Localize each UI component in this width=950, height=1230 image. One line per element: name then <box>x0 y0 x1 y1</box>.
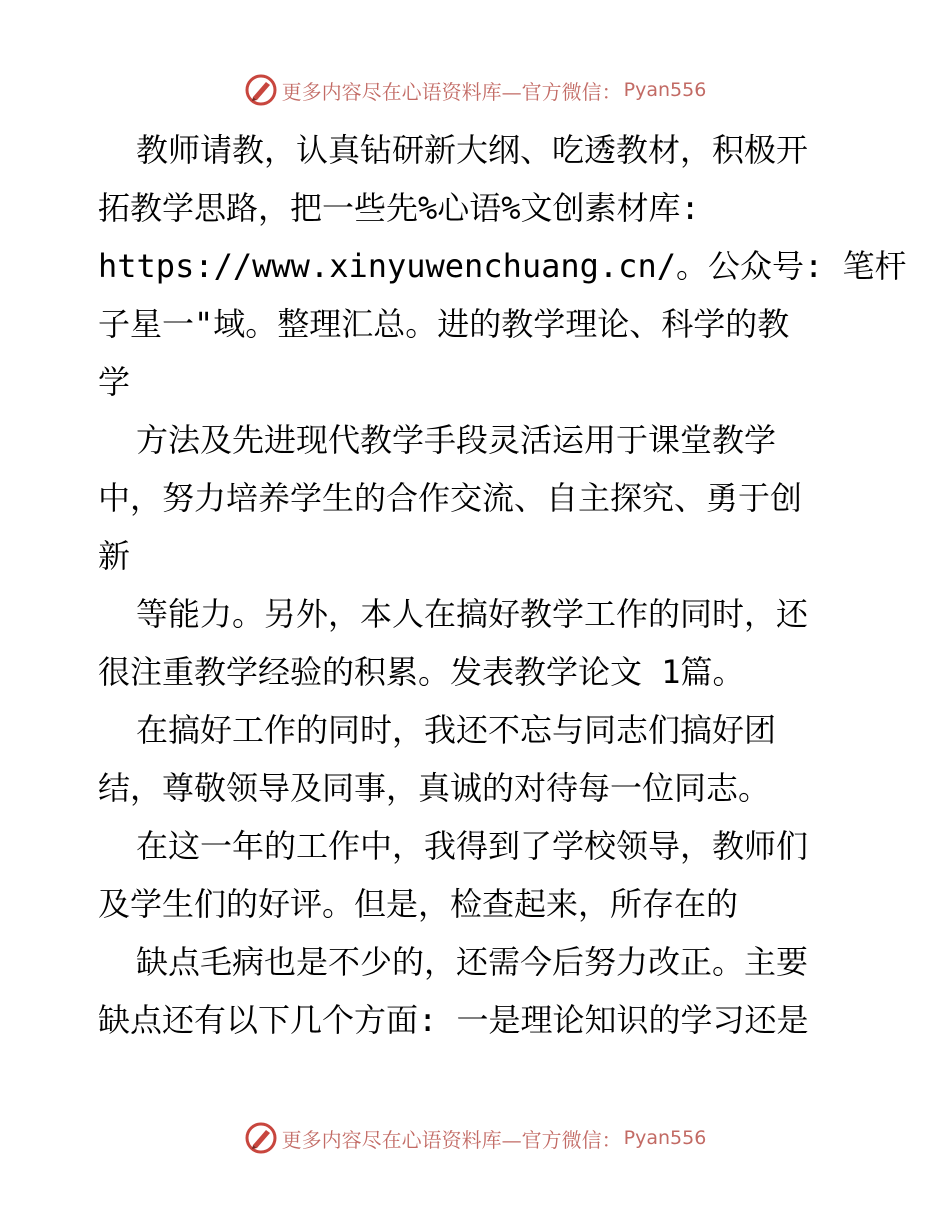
body-line: 方法及先进现代教学手段灵活运用于课堂教学 <box>136 421 777 459</box>
header-banner-handle: Pyan556 <box>623 79 707 101</box>
body-line: 在这一年的工作中，我得到了学校领导，教师们 <box>136 827 809 865</box>
body-line: 缺点还有以下几个方面: 一是理论知识的学习还是 <box>98 1001 809 1039</box>
header-watermark-banner <box>0 70 950 110</box>
footer-watermark-banner <box>0 1118 950 1158</box>
header-banner-text: 更多内容尽在心语资料库—官方微信： <box>281 79 622 104</box>
body-line: 教师请教，认真钻研新大纲、吃透教材，积极开 <box>136 131 809 169</box>
body-line: 新 <box>98 537 131 575</box>
body-line: 等能力。另外，本人在搞好教学工作的同时，还 <box>136 595 809 633</box>
document-body <box>98 121 907 1049</box>
body-line: 缺点毛病也是不少的，还需今后努力改正。主要 <box>136 943 809 981</box>
footer-banner-handle: Pyan556 <box>623 1127 707 1149</box>
body-line: 子星一"域。整理汇总。进的教学理论、科学的教 <box>98 305 790 343</box>
pen-logo-icon <box>244 73 278 107</box>
body-line: 在搞好工作的同时，我还不忘与同志们搞好团 <box>136 711 777 749</box>
body-line: 拓教学思路，把一些先%心语%文创素材库: <box>98 189 700 227</box>
body-line: 结，尊敬领导及同事，真诚的对待每一位同志。 <box>98 769 771 807</box>
body-line: 很注重教学经验的积累。发表教学论文 1篇。 <box>98 653 745 691</box>
body-line: 及学生们的好评。但是，检查起来，所存在的 <box>98 885 739 923</box>
body-line: https://www.xinyuwenchuang.cn/。公众号: 笔杆 <box>98 247 907 285</box>
footer-banner-text: 更多内容尽在心语资料库—官方微信： <box>281 1127 622 1152</box>
pen-logo-icon <box>244 1121 278 1155</box>
body-line: 中，努力培养学生的合作交流、自主探究、勇于创 <box>98 479 803 517</box>
body-line: 学 <box>98 363 131 401</box>
